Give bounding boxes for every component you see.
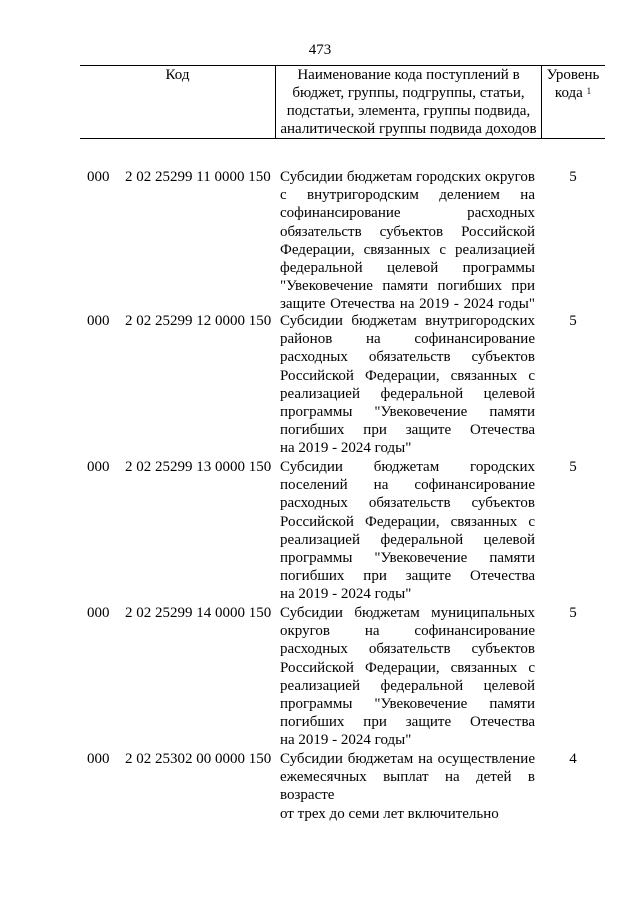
- header-name: [275, 66, 542, 138]
- table-row: [80, 604, 605, 750]
- revenue-name: [280, 168, 535, 314]
- code-level: 5: [569, 605, 577, 621]
- header-level: [541, 66, 605, 138]
- revenue-name-line: погибших при защите Отечества: [280, 714, 535, 731]
- revenue-code: 2 02 25299 12 0000 150: [125, 313, 272, 329]
- revenue-name-line: поселений на софинансирование: [280, 477, 535, 494]
- code-level: 5: [569, 313, 577, 329]
- revenue-name: [280, 312, 535, 458]
- revenue-name-line: погибших при защите Отечества: [280, 422, 535, 439]
- revenue-name-line: ежемесячных выплат на детей в возрасте: [280, 769, 535, 804]
- table-row: [80, 168, 605, 314]
- revenue-name-line: программы "Увековечение памяти: [280, 550, 535, 567]
- code-level: 5: [569, 169, 577, 185]
- revenue-name-line: Российской Федерации, связанных с: [280, 513, 535, 530]
- code-level: 4: [569, 751, 577, 767]
- revenue-name: [280, 604, 535, 750]
- revenue-name-line: Субсидии бюджетам муниципальных: [280, 605, 535, 621]
- admin-code: 000: [87, 605, 110, 621]
- revenue-name-line: Субсидии бюджетам городских: [280, 459, 535, 475]
- revenue-name-line: реализацией федеральной целевой: [280, 531, 535, 548]
- revenue-code: 2 02 25302 00 0000 150: [125, 751, 272, 767]
- admin-code: 000: [87, 459, 110, 475]
- revenue-name-line: на 2019 - 2024 годы": [280, 586, 412, 603]
- footnote-marker: 1: [586, 86, 592, 96]
- revenue-name-line: "Увековечение памяти погибших при: [280, 278, 535, 295]
- code-level: 5: [569, 459, 577, 475]
- table-row: [80, 312, 605, 458]
- header-name-line: бюджет, группы, подгруппы, статьи,: [292, 85, 525, 101]
- header-name-line: подстатьи, элемента, группы подвида,: [286, 103, 531, 119]
- page-number: 473: [308, 42, 332, 58]
- header-name-line: аналитической группы подвида доходов: [280, 121, 537, 137]
- table-row: [80, 750, 605, 823]
- revenue-name-line: Федерации, связанных с реализацией: [280, 241, 535, 258]
- revenue-name-line: реализацией федеральной целевой: [280, 385, 535, 402]
- revenue-name-line: Российской Федерации, связанных с: [280, 659, 535, 676]
- revenue-name: [280, 458, 535, 604]
- header-level-line: кода: [554, 85, 583, 101]
- revenue-name-line: Субсидии бюджетам внутригородских: [280, 313, 535, 329]
- revenue-name-line: расходных обязательств субъектов: [280, 349, 535, 366]
- revenue-name-line: с внутригородским делением на: [280, 187, 535, 204]
- admin-code: 000: [87, 169, 110, 185]
- header-code: Код: [165, 67, 190, 83]
- table-header: [80, 65, 605, 139]
- revenue-name-line: программы "Увековечение памяти: [280, 404, 535, 421]
- revenue-name-line: реализацией федеральной целевой: [280, 677, 535, 694]
- header-level-line: Уровень: [546, 67, 600, 83]
- revenue-name-line: на 2019 - 2024 годы": [280, 440, 412, 457]
- revenue-code: 2 02 25299 11 0000 150: [125, 169, 271, 185]
- revenue-code: 2 02 25299 14 0000 150: [125, 605, 272, 621]
- table-row: [80, 458, 605, 604]
- revenue-name-line: защите Отечества на 2019 - 2024 годы": [280, 296, 535, 313]
- revenue-name-line: Субсидии бюджетам на осуществление: [280, 751, 535, 767]
- revenue-name-line: программы "Увековечение памяти: [280, 696, 535, 713]
- revenue-name-line: Субсидии бюджетам городских округов: [280, 169, 535, 185]
- revenue-name-line: округов на софинансирование: [280, 623, 535, 640]
- revenue-name-line: от трех до семи лет включительно: [280, 805, 499, 822]
- admin-code: 000: [87, 313, 110, 329]
- revenue-name-line: на 2019 - 2024 годы": [280, 732, 412, 749]
- revenue-name-line: расходных обязательств субъектов: [280, 495, 535, 512]
- revenue-name-line: софинансирование расходных: [280, 205, 535, 222]
- revenue-name-line: обязательств субъектов Российской: [280, 223, 535, 240]
- header-name-line: Наименование кода поступлений в: [297, 67, 520, 83]
- revenue-name-line: погибших при защите Отечества: [280, 568, 535, 585]
- revenue-name-line: Российской Федерации, связанных с: [280, 367, 535, 384]
- revenue-name-line: районов на софинансирование: [280, 331, 535, 348]
- revenue-name-line: федеральной целевой программы: [280, 260, 535, 277]
- admin-code: 000: [87, 751, 110, 767]
- revenue-name: [280, 750, 535, 823]
- revenue-name-line: расходных обязательств субъектов: [280, 641, 535, 658]
- revenue-code: 2 02 25299 13 0000 150: [125, 459, 272, 475]
